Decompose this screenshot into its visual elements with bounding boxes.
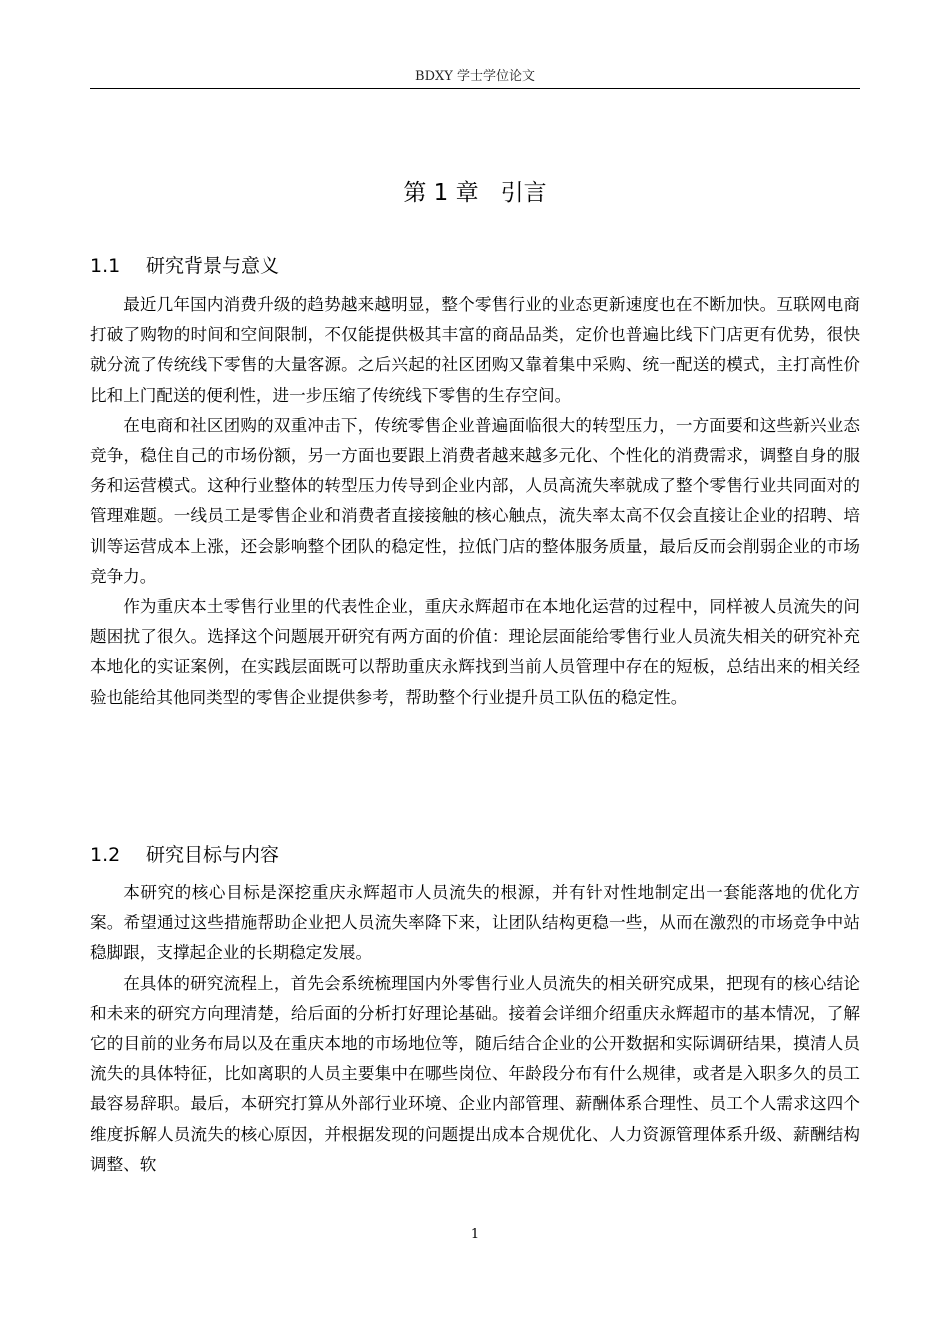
section-title: 研究背景与意义	[146, 255, 280, 277]
paragraph: 最近几年国内消费升级的趋势越来越明显，整个零售行业的业态更新速度也在不断加快。互联网电商打破了购物的时间和空间限制，不仅能提供极其丰富的商品品类，定价也普遍比线下门店更有优势，很快就分流了传统线下零售的大量客源。之后兴起的社区团购又靠着集中采购、统一配送的模式，主打高性价比和上门配送的便利性，进一步压缩了传统线下零售的生存空间。	[90, 295, 860, 405]
section-title: 研究目标与内容	[146, 844, 280, 866]
section-heading-1-2	[90, 841, 860, 869]
paragraph: 在具体的研究流程上，首先会系统梳理国内外零售行业人员流失的相关研究成果，把现有的核心结论和未来的研究方向理清楚，给后面的分析打好理论基础。接着会详细介绍重庆永辉超市的基本情况，了解它的目前的业务布局以及在重庆本地的市场地位等，随后结合企业的公开数据和实际调研结果，摸清人员流失的具体特征，比如离职的人员主要集中在哪些岗位、年龄段分布有什么规律，或者是入职多久的员工最容易辞职。最后，本研究打算从外部行业环境、企业内部管理、薪酬体系合理性、员工个人需求这四个维度拆解人员流失的核心原因，并根据发现的问题提出成本合规优化、人力资源管理体系升级、薪酬结构调整、软	[90, 973, 860, 1174]
section-number: 1.1	[90, 255, 121, 277]
chapter-name: 引言	[500, 180, 547, 206]
paragraph: 本研究的核心目标是深挖重庆永辉超市人员流失的根源，并有针对性地制定出一套能落地的优化方案。希望通过这些措施帮助企业把人员流失率降下来，让团队结构更稳一些，从而在激烈的市场竞争中站稳脚跟，支撑起企业的长期稳定发展。	[90, 883, 860, 963]
paragraph: 作为重庆本土零售行业里的代表性企业，重庆永辉超市在本地化运营的过程中，同样被人员流失的问题困扰了很久。选择这个问题展开研究有两方面的价值：理论层面能给零售行业人员流失相关的研究补充本地化的实证案例，在实践层面既可以帮助重庆永辉找到当前人员管理中存在的短板，总结出来的相关经验也能给其他同类型的零售企业提供参考，帮助整个行业提升员工队伍的稳定性。	[90, 597, 860, 707]
section-number: 1.2	[90, 844, 121, 866]
chapter-title	[90, 176, 860, 210]
chapter-number: 第 1 章	[403, 180, 479, 206]
header-rule	[90, 88, 860, 89]
section-1-1-body	[90, 290, 860, 713]
running-header: BDXY 学士学位论文	[415, 69, 535, 84]
paragraph: 在电商和社区团购的双重冲击下，传统零售企业普遍面临很大的转型压力，一方面要和这些新兴业态竞争，稳住自己的市场份额，另一方面也要跟上消费者越来越多元化、个性化的消费需求，调整自身的服务和运营模式。这种行业整体的转型压力传导到企业内部，人员高流失率就成了整个零售行业共同面对的管理难题。一线员工是零售企业和消费者直接接触的核心触点，流失率太高不仅会直接让企业的招聘、培训等运营成本上涨，还会影响整个团队的稳定性，拉低门店的整体服务质量，最后反而会削弱企业的市场竞争力。	[90, 415, 860, 586]
section-heading-1-1	[90, 252, 860, 280]
page-number: 1	[470, 1227, 480, 1242]
section-1-2-body	[90, 878, 860, 1180]
